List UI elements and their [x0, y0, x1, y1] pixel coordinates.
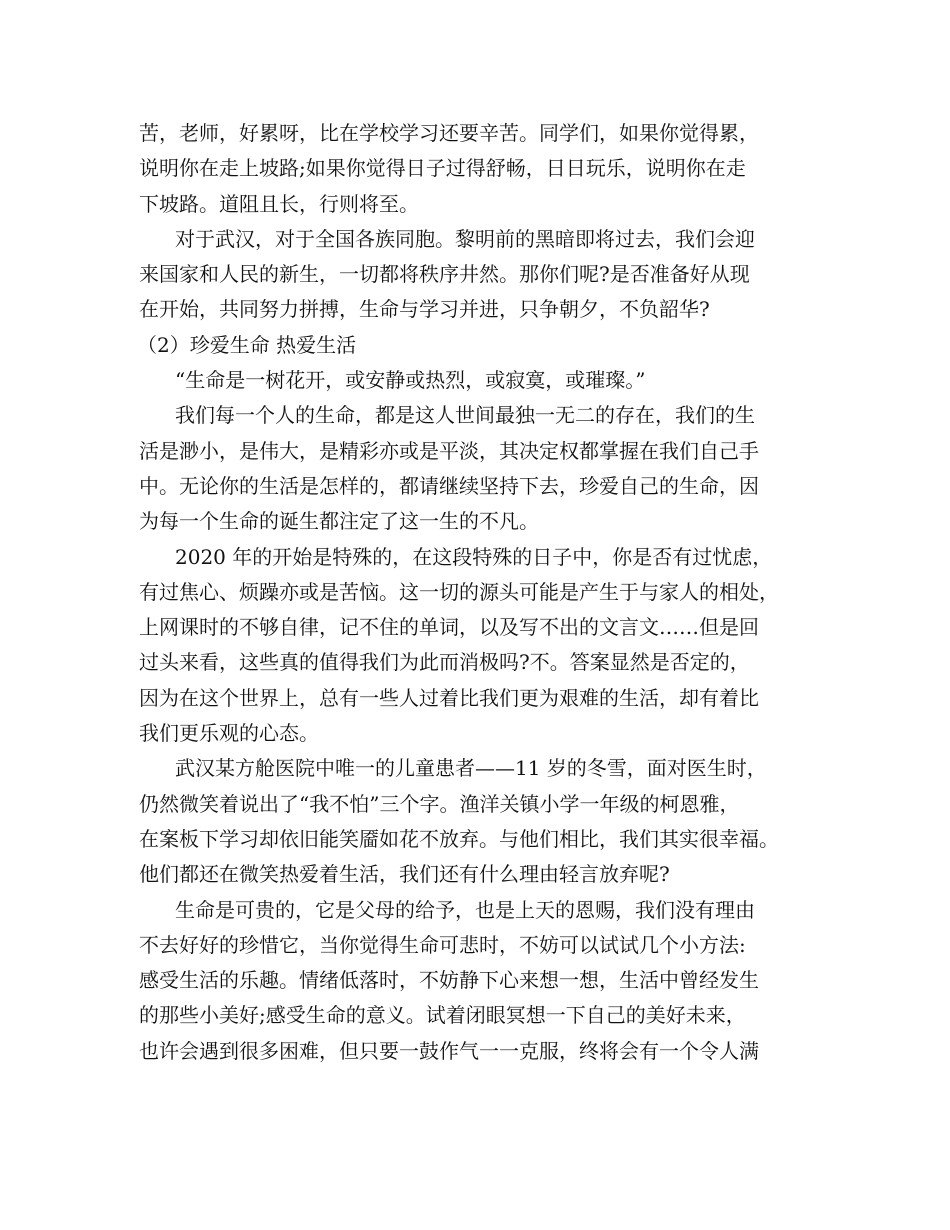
text-line: 来国家和人民的新生，一切都将秩序井然。那你们呢?是否准备好从现: [139, 262, 750, 287]
text-line: 也许会遇到很多困难，但只要一鼓作气一一克服，终将会有一个令人满: [139, 1038, 759, 1063]
paragraph-start-line: 2020 年的开始是特殊的，在这段特殊的日子中，你是否有过忧虑，: [175, 544, 773, 569]
section-heading: （2）珍爱生命 热爱生活: [137, 332, 357, 357]
text-line: 在案板下学习却依旧能笑靥如花不放弃。与他们相比，我们其实很幸福。: [139, 826, 779, 851]
text-line: 活是渺小，是伟大，是精彩亦或是平淡，其决定权都掌握在我们自己手: [139, 438, 759, 463]
text-line: 苦，老师，好累呀，比在学校学习还要辛苦。同学们，如果你觉得累，: [139, 121, 759, 145]
document-body: [139, 116, 839, 1069]
text-line: 因为在这个世界上，总有一些人过着比我们更为艰难的生活，却有着比: [139, 685, 759, 710]
text-line: 上网课时的不够自律，记不住的单词，以及写不出的文言文……但是回: [139, 615, 759, 640]
paragraph-start-line: 生命是可贵的，它是父母的给予，也是上天的恩赐，我们没有理由: [175, 897, 755, 922]
text-line: 说明你在走上坡路;如果你觉得日子过得舒畅，日日玩乐，说明你在走: [139, 156, 746, 181]
text-line: 有过焦心、烦躁亦或是苦恼。这一切的源头可能是产生于与家人的相处，: [139, 579, 779, 604]
text-line: 不去好好的珍惜它，当你觉得生命可悲时，不妨可以试试几个小方法:: [139, 932, 746, 957]
text-line: 中。无论你的生活是怎样的，都请继续坚持下去，珍爱自己的生命，因: [139, 473, 759, 498]
paragraph-start-line: 对于武汉，对于全国各族同胞。黎明前的黑暗即将过去，我们会迎: [175, 226, 755, 251]
text-line: 的那些小美好;感受生命的意义。试着闭眼冥想一下自己的美好未来，: [139, 1003, 746, 1028]
text-line: 为每一个生命的诞生都注定了这一生的不凡。: [139, 509, 539, 534]
paragraph-start-line: 武汉某方舱医院中唯一的儿童患者——11 岁的冬雪，面对医生时，: [175, 756, 767, 781]
text-line: 下坡路。道阻且长，行则将至。: [139, 191, 419, 216]
text-line: 仍然微笑着说出了“我不怕”三个字。渔洋关镇小学一年级的柯恩雅，: [139, 791, 740, 816]
text-line: 我们更乐观的心态。: [139, 721, 319, 746]
quote-line: “生命是一树花开，或安静或热烈，或寂寞，或璀璨。”: [175, 368, 646, 393]
text-line: 感受生活的乐趣。情绪低落时，不妨静下心来想一想，生活中曾经发生: [139, 968, 759, 993]
text-line: 过头来看，这些真的值得我们为此而消极吗?不。答案显然是否定的，: [139, 650, 750, 675]
paragraph-start-line: 我们每一个人的生命，都是这人世间最独一无二的存在，我们的生: [175, 403, 755, 428]
text-line: 他们都还在微笑热爱着生活，我们还有什么理由轻言放弃呢?: [139, 862, 670, 887]
text-line: 在开始，共同努力拼搏，生命与学习并进，只争朝夕，不负韶华?: [139, 297, 710, 322]
